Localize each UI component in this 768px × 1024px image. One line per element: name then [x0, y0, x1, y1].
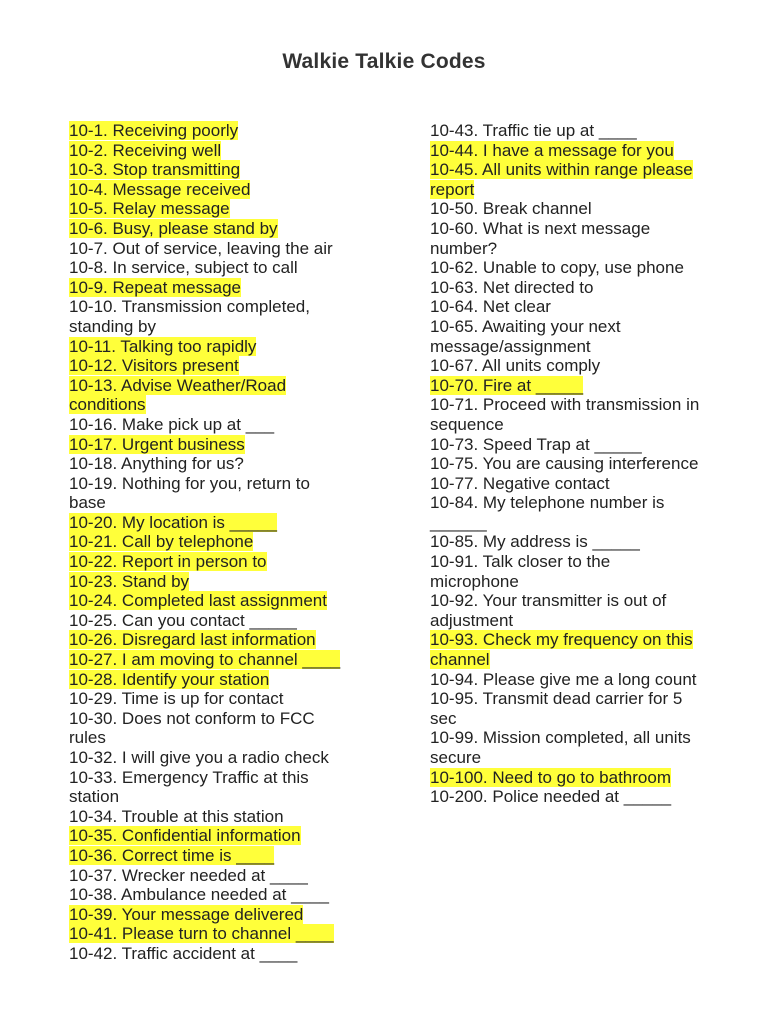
code-line — [69, 435, 389, 455]
code-text: 10-200. Police needed at _____ — [430, 787, 672, 807]
code-line — [430, 768, 730, 788]
code-line — [69, 258, 389, 278]
code-line — [430, 278, 730, 298]
code-line — [69, 905, 389, 925]
code-line — [69, 572, 389, 592]
code-line — [69, 552, 389, 572]
code-text: 10-8. In service, subject to call — [69, 258, 298, 278]
code-line — [430, 513, 730, 533]
code-text: 10-77. Negative contact — [430, 473, 610, 493]
codes-column-left — [69, 121, 389, 964]
highlighted-code-text: 10-41. Please turn to channel ____ — [69, 924, 334, 944]
highlighted-code-text: 10-22. Report in person to — [69, 552, 267, 572]
code-line — [69, 611, 389, 631]
code-line — [69, 591, 389, 611]
code-text: ______ — [430, 512, 487, 532]
code-line — [430, 474, 730, 494]
code-line — [69, 199, 389, 219]
code-line — [69, 141, 389, 161]
code-text: 10-73. Speed Trap at _____ — [430, 434, 642, 454]
code-line — [430, 356, 730, 376]
code-text: 10-65. Awaiting your next — [430, 316, 621, 336]
code-line — [430, 454, 730, 474]
highlighted-code-text: 10-2. Receiving well — [69, 140, 222, 160]
code-line — [430, 395, 730, 415]
code-text: 10-64. Net clear — [430, 297, 551, 317]
code-text: standing by — [69, 316, 156, 336]
code-line — [430, 493, 730, 513]
code-text: microphone — [430, 571, 519, 591]
code-line — [69, 376, 389, 396]
code-line — [430, 630, 730, 650]
code-line — [430, 435, 730, 455]
code-text: 10-19. Nothing for you, return to — [69, 473, 310, 493]
code-line — [69, 866, 389, 886]
code-line — [69, 807, 389, 827]
highlighted-code-text: 10-45. All units within range please — [430, 160, 693, 180]
code-line — [69, 474, 389, 494]
code-line — [69, 356, 389, 376]
highlighted-code-text: 10-17. Urgent business — [69, 434, 245, 454]
code-text: 10-71. Proceed with transmission in — [430, 395, 700, 415]
highlighted-code-text: 10-4. Message received — [69, 179, 251, 199]
code-line — [69, 454, 389, 474]
code-line — [69, 415, 389, 435]
code-text: 10-63. Net directed to — [430, 277, 594, 297]
code-text: 10-91. Talk closer to the — [430, 552, 611, 572]
code-text: number? — [430, 238, 498, 258]
code-line — [69, 826, 389, 846]
highlighted-code-text: 10-93. Check my frequency on this — [430, 630, 693, 650]
codes-column-right — [430, 121, 730, 807]
code-line — [430, 611, 730, 631]
code-line — [69, 709, 389, 729]
code-text: 10-94. Please give me a long count — [430, 669, 697, 689]
highlighted-code-text: 10-39. Your message delivered — [69, 904, 304, 924]
code-line — [69, 219, 389, 239]
code-text: sequence — [430, 414, 504, 434]
code-text: secure — [430, 748, 482, 767]
code-text: 10-37. Wrecker needed at ____ — [69, 865, 308, 885]
code-line — [430, 317, 730, 337]
code-line — [430, 219, 730, 239]
code-line — [69, 297, 389, 317]
code-text: 10-7. Out of service, leaving the air — [69, 238, 333, 258]
code-text: 10-33. Emergency Traffic at this — [69, 767, 309, 787]
code-line — [69, 748, 389, 768]
code-line — [69, 924, 389, 944]
code-line — [69, 513, 389, 533]
code-text: 10-99. Mission completed, all units — [430, 728, 691, 748]
code-line — [69, 787, 389, 807]
highlighted-code-text: 10-27. I am moving to channel ____ — [69, 650, 341, 670]
code-line — [430, 337, 730, 357]
code-line — [430, 297, 730, 317]
code-text: 10-60. What is next message — [430, 218, 651, 238]
code-line — [69, 768, 389, 788]
highlighted-code-text: 10-36. Correct time is ____ — [69, 845, 275, 865]
code-line — [430, 180, 730, 200]
code-line — [69, 121, 389, 141]
highlighted-code-text: 10-1. Receiving poorly — [69, 121, 239, 140]
highlighted-code-text: 10-26. Disregard last information — [69, 630, 316, 650]
highlighted-code-text: report — [430, 179, 475, 199]
code-text: 10-25. Can you contact _____ — [69, 610, 297, 630]
code-text: 10-16. Make pick up at ___ — [69, 414, 275, 434]
code-text: 10-85. My address is _____ — [430, 532, 640, 552]
highlighted-code-text: 10-35. Confidential information — [69, 826, 301, 846]
code-text: 10-84. My telephone number is — [430, 493, 665, 513]
code-line — [69, 395, 389, 415]
code-line — [69, 670, 389, 690]
code-line — [69, 885, 389, 905]
code-text: 10-30. Does not conform to FCC — [69, 708, 315, 728]
code-line — [430, 689, 730, 709]
code-text: 10-43. Traffic tie up at ____ — [430, 121, 637, 140]
code-text: message/assignment — [430, 336, 591, 356]
highlighted-code-text: 10-13. Advise Weather/Road — [69, 375, 287, 395]
code-line — [430, 199, 730, 219]
code-line — [69, 728, 389, 748]
code-text: 10-10. Transmission completed, — [69, 297, 310, 317]
code-text: station — [69, 787, 120, 807]
code-line — [69, 239, 389, 259]
highlighted-code-text: 10-5. Relay message — [69, 199, 230, 219]
highlighted-code-text: 10-6. Busy, please stand by — [69, 218, 278, 238]
code-text: rules — [69, 728, 106, 748]
code-line — [69, 846, 389, 866]
code-line — [430, 728, 730, 748]
code-line — [69, 180, 389, 200]
highlighted-code-text: 10-20. My location is _____ — [69, 512, 277, 532]
code-line — [69, 650, 389, 670]
code-line — [69, 337, 389, 357]
code-text: 10-29. Time is up for contact — [69, 689, 284, 709]
highlighted-code-text: 10-12. Visitors present — [69, 356, 239, 376]
code-line — [430, 532, 730, 552]
code-text: 10-42. Traffic accident at ____ — [69, 943, 298, 963]
code-line — [430, 141, 730, 161]
code-line — [69, 944, 389, 964]
highlighted-code-text: 10-21. Call by telephone — [69, 532, 254, 552]
highlighted-code-text: 10-24. Completed last assignment — [69, 591, 327, 611]
code-line — [69, 278, 389, 298]
code-text: 10-50. Break channel — [430, 199, 592, 219]
code-line — [69, 317, 389, 337]
code-line — [430, 160, 730, 180]
highlighted-code-text: conditions — [69, 395, 146, 415]
code-line — [69, 532, 389, 552]
code-text: 10-67. All units comply — [430, 356, 601, 376]
code-line — [430, 650, 730, 670]
highlighted-code-text: 10-9. Repeat message — [69, 277, 241, 297]
code-text: 10-95. Transmit dead carrier for 5 — [430, 689, 683, 709]
code-line — [430, 709, 730, 729]
highlighted-code-text: 10-11. Talking too rapidly — [69, 336, 257, 356]
code-text: 10-32. I will give you a radio check — [69, 748, 329, 767]
code-text: 10-62. Unable to copy, use phone — [430, 258, 684, 278]
highlighted-code-text: 10-3. Stop transmitting — [69, 160, 241, 180]
code-line — [430, 258, 730, 278]
code-text: 10-92. Your transmitter is out of — [430, 591, 667, 611]
code-line — [430, 748, 730, 768]
code-line — [430, 415, 730, 435]
code-line — [69, 160, 389, 180]
page-title: Walkie Talkie Codes — [282, 50, 486, 73]
code-line — [430, 670, 730, 690]
code-line — [430, 376, 730, 396]
code-line — [69, 493, 389, 513]
code-text: adjustment — [430, 610, 514, 630]
highlighted-code-text: 10-70. Fire at _____ — [430, 375, 584, 395]
code-text: 10-18. Anything for us? — [69, 454, 244, 474]
code-text: sec — [430, 708, 457, 728]
highlighted-code-text: 10-23. Stand by — [69, 571, 190, 591]
code-line — [430, 787, 730, 807]
code-line — [430, 552, 730, 572]
code-line — [430, 572, 730, 592]
code-line — [430, 121, 730, 141]
code-text: base — [69, 493, 106, 513]
code-text: 10-34. Trouble at this station — [69, 806, 284, 826]
code-line — [430, 591, 730, 611]
highlighted-code-text: channel — [430, 650, 490, 670]
highlighted-code-text: 10-28. Identify your station — [69, 669, 270, 689]
highlighted-code-text: 10-100. Need to go to bathroom — [430, 767, 671, 787]
code-text: 10-75. You are causing interference — [430, 454, 699, 474]
code-text: 10-38. Ambulance needed at ____ — [69, 885, 329, 905]
code-line — [430, 239, 730, 259]
highlighted-code-text: 10-44. I have a message for you — [430, 140, 674, 160]
code-line — [69, 630, 389, 650]
code-line — [69, 689, 389, 709]
